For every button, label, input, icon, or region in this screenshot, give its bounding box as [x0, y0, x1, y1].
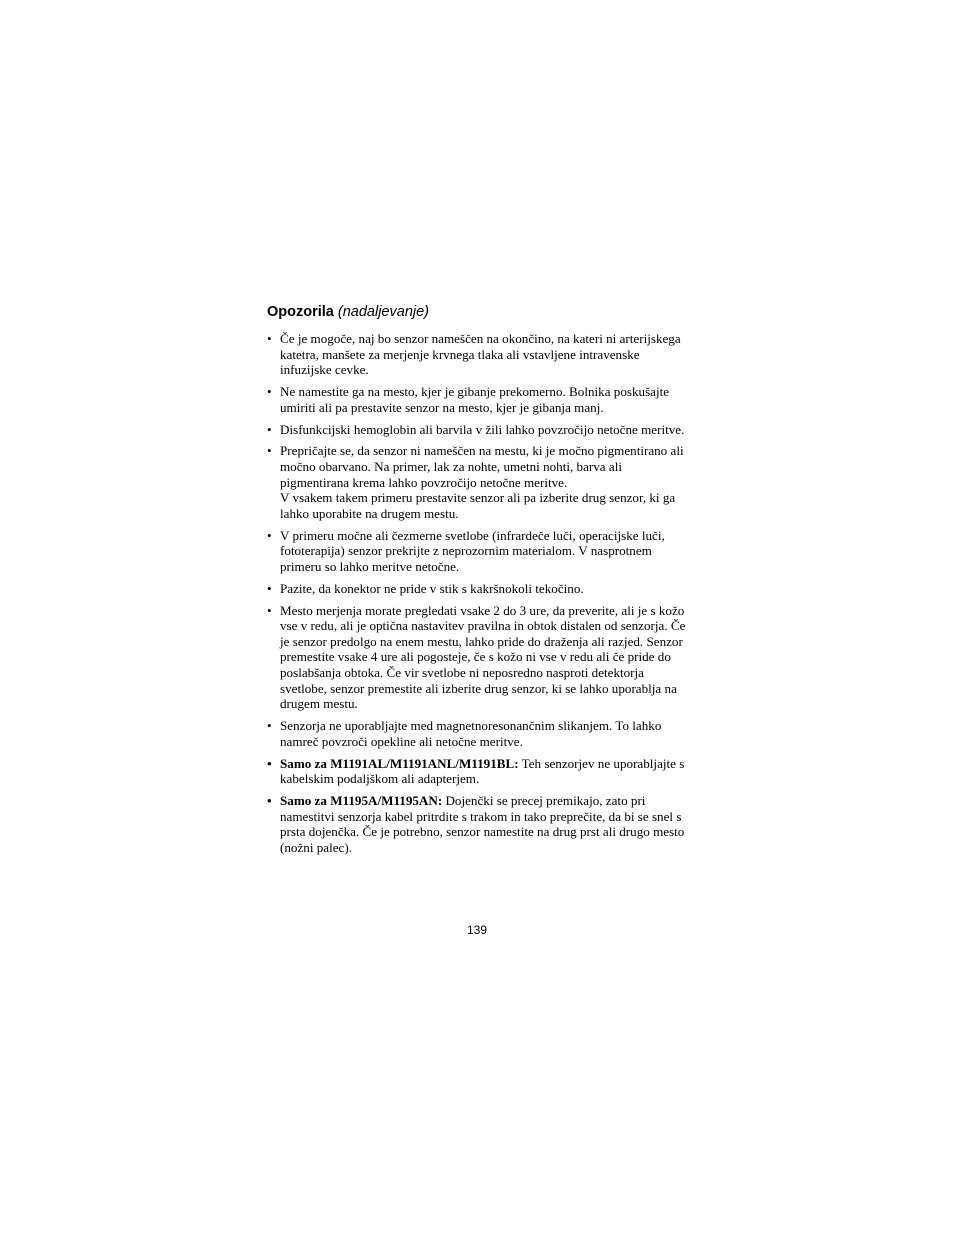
warning-text: Mesto merjenja morate pregledati vsake 2 do 3 ure, da preverite, ali je s kožo vse v redu, ali je optična nastavitev pravilna in obtok distalen od senzorja. Če je senzor predolgo na enem mestu, lahko pride do draženja ali razjed. Senzor premestite vsake 4 ure ali pogosteje, če s kožo ni vse v redu ali če pride do poslabšanja obtoka. Če vir svetlobe ni neposredno nasproti detektorja svetlobe, senzor premestite ali izberite drug senzor, ki se lahko uporablja na drugem mestu. [280, 602, 686, 712]
warning-item [267, 443, 692, 521]
bullet-icon: • [267, 718, 272, 734]
section-subtitle: (nadaljevanje) [337, 304, 429, 320]
bullet-icon: • [267, 421, 272, 437]
warning-lead: Samo za M1195A/M1195AN: [280, 793, 443, 809]
section-heading [267, 303, 692, 322]
bullet-icon: • [267, 443, 272, 459]
bullet-icon: • [267, 755, 272, 771]
warning-text: Disfunkcijski hemoglobin ali barvila v žili lahko povzročijo netočne meritve. [280, 421, 685, 437]
bullet-icon: • [267, 331, 272, 346]
document-body [267, 303, 692, 862]
bullet-icon: • [267, 793, 272, 809]
warning-text-continued: V vsakem takem primeru prestavite senzor ali pa izberite drug senzor, ki ga lahko uporabite na drugem mestu. [280, 490, 676, 521]
warning-text: Senzorja ne uporabljajte med magnetnoresonančnim slikanjem. To lahko namreč povzroči opekline ali netočne meritve. [280, 718, 662, 749]
warning-lead: Samo za M1191AL/M1191ANL/M1191BL: [280, 755, 519, 771]
warning-text: Če je mogoče, naj bo senzor nameščen na okončino, na kateri ni arterijskega katetra, manšete za merjenje krvnega tlaka ali vstavljene intravenske infuzijske cevke. [280, 331, 681, 378]
warning-text: Dojenčki se precej premikajo, zato pri namestitvi senzorja kabel pritrdite s trakom in tako preprečite, da bi se snel s prsta dojenčka. Če je potrebno, senzor namestite na drug prst ali drugo mesto (nožni palec). [280, 793, 685, 855]
warning-item [267, 331, 692, 378]
warning-item [267, 756, 692, 787]
warning-item [267, 603, 692, 712]
bullet-icon: • [267, 602, 272, 618]
page-number: 139 [466, 923, 488, 937]
warning-text: Prepričajte se, da senzor ni nameščen na mestu, ki je močno pigmentirano ali močno obarvano. Na primer, lak za nohte, umetni nohti, barva ali pigmentirana krema lahko povzročijo netočne meritve. [280, 443, 684, 490]
warning-item [267, 528, 692, 575]
warning-item [267, 718, 692, 749]
warnings-list [267, 331, 692, 855]
warning-item [267, 384, 692, 415]
warning-item [267, 793, 692, 855]
warning-item [267, 422, 692, 438]
warning-text: Teh senzorjev ne uporabljajte s kabelskim podaljškom ali adapterjem. [280, 755, 685, 787]
bullet-icon: • [267, 527, 272, 543]
bullet-icon: • [267, 580, 272, 596]
warning-text: Pazite, da konektor ne pride v stik s kakršnokoli tekočino. [280, 580, 584, 596]
bullet-icon: • [267, 384, 272, 400]
warning-item [267, 581, 692, 597]
section-title: Opozorila [267, 304, 334, 320]
warning-text: Ne namestite ga na mesto, kjer je gibanje prekomerno. Bolnika poskušajte umiriti ali pa prestavite senzor na mesto, kjer je gibanja manj. [280, 384, 670, 415]
warning-text: V primeru močne ali čezmerne svetlobe (infrardeče luči, operacijske luči, fototerapija) senzor prekrijte z neprozornim materialom. V nasprotnem primeru so lahko meritve netočne. [280, 527, 665, 574]
